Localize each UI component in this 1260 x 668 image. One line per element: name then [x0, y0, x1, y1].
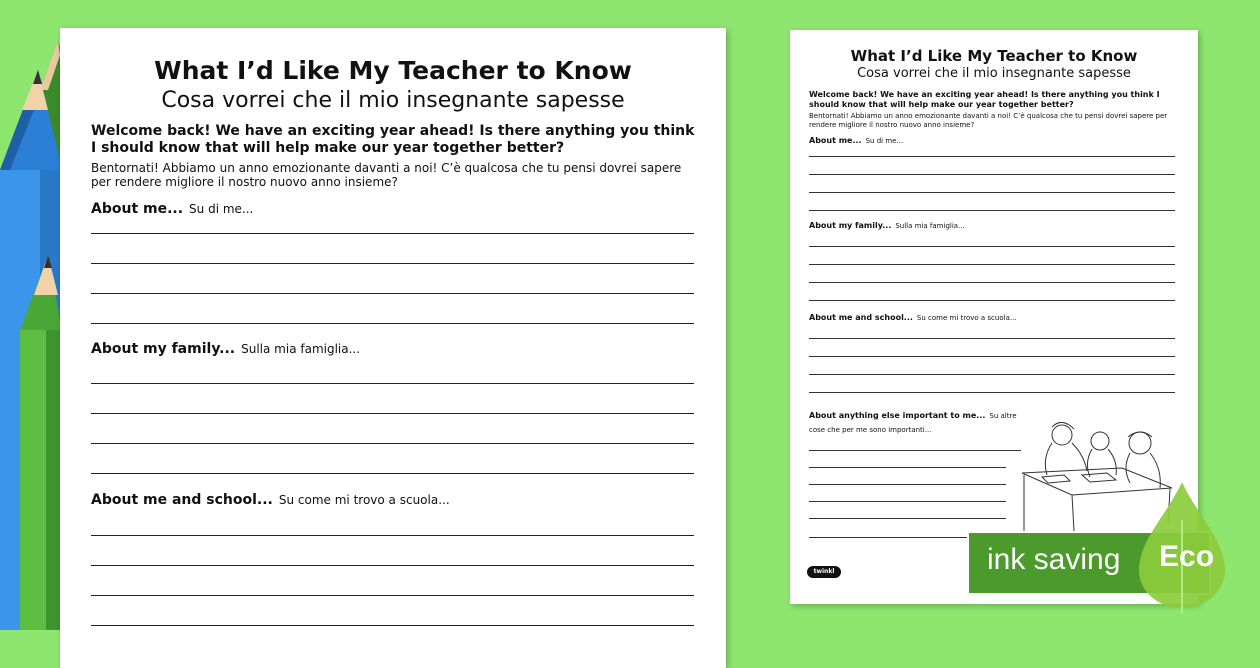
worksheet-zoomed-page — [60, 28, 726, 668]
writing-line — [809, 484, 1006, 485]
section-label: About anything else important to me... — [809, 411, 986, 420]
section-sublabel: Su altre cose che per me sono importanti... — [809, 412, 1017, 434]
section-label: About me and school... — [809, 313, 913, 322]
twinkl-logo: twinkl — [807, 566, 841, 578]
section-sublabel: Su come mi trovo a scuola... — [278, 493, 450, 507]
section-label: About me... — [809, 136, 862, 145]
writing-line — [809, 518, 1006, 519]
writing-line — [809, 264, 1175, 265]
writing-line — [91, 473, 694, 474]
writing-line — [91, 263, 694, 264]
section-sublabel: Sulla mia famiglia... — [895, 222, 965, 230]
writing-line — [91, 443, 694, 444]
thumb-section-about-me — [809, 136, 903, 145]
writing-line — [91, 595, 694, 596]
thumb-section-about-family — [809, 221, 965, 230]
writing-line — [91, 323, 694, 324]
section-sublabel: Su come mi trovo a scuola... — [916, 314, 1017, 322]
writing-line — [809, 338, 1175, 339]
section-heading-about-family — [91, 341, 360, 357]
section-label: About my family... — [91, 341, 236, 357]
thumb-intro-it: Bentornati! Abbiamo un anno emozionante davanti a noi! C’è qualcosa che tu pensi dovrei sapere per rendere migliore il nostro nuovo anno insieme? — [809, 112, 1168, 129]
intro-text-it: Bentornati! Abbiamo un anno emozionante davanti a noi! C’è qualcosa che tu pensi dovrei sapere per rendere migliore il nostro nuovo anno insieme? — [91, 161, 682, 189]
eco-label: Eco — [1159, 540, 1215, 573]
writing-line — [809, 174, 1175, 175]
writing-line — [91, 383, 694, 384]
thumb-section-about-school — [809, 313, 1017, 322]
section-sublabel: Sulla mia famiglia... — [241, 342, 361, 356]
section-heading-about-school — [91, 492, 450, 508]
intro-text-en: Welcome back! We have an exciting year ahead! Is there anything you think I should know that will help make our year together better? — [91, 123, 695, 156]
section-heading-about-me — [91, 201, 253, 217]
worksheet-title-en: What I’d Like My Teacher to Know — [154, 56, 632, 85]
writing-line — [809, 246, 1175, 247]
writing-line — [809, 300, 1175, 301]
writing-line — [809, 210, 1175, 211]
section-label: About my family... — [809, 221, 892, 230]
writing-line — [809, 156, 1175, 157]
thumb-section-anything-else — [809, 409, 1034, 437]
section-sublabel: Su di me... — [865, 137, 904, 145]
thumb-title-en: What I’d Like My Teacher to Know — [850, 47, 1138, 65]
worksheet-title-it: Cosa vorrei che il mio insegnante sapesse — [161, 88, 625, 113]
thumb-intro-en: Welcome back! We have an exciting year ahead! Is there anything you think I should know that will help make our year together better? — [809, 90, 1160, 109]
writing-line — [809, 392, 1175, 393]
writing-line — [809, 192, 1175, 193]
writing-line — [809, 450, 1021, 451]
writing-line — [91, 625, 694, 626]
writing-line — [809, 282, 1175, 283]
writing-line — [809, 501, 1006, 502]
writing-line — [809, 356, 1175, 357]
writing-line — [91, 565, 694, 566]
ink-saving-label: ink saving — [987, 543, 1121, 576]
writing-line — [91, 413, 694, 414]
section-sublabel: Su di me... — [189, 202, 254, 216]
section-label: About me and school... — [91, 492, 273, 508]
writing-line — [809, 374, 1175, 375]
writing-line — [809, 467, 1006, 468]
section-label: About me... — [91, 201, 184, 217]
writing-line — [91, 535, 694, 536]
writing-line — [91, 293, 694, 294]
writing-line — [91, 233, 694, 234]
thumb-title-it: Cosa vorrei che il mio insegnante sapesse — [857, 66, 1131, 81]
